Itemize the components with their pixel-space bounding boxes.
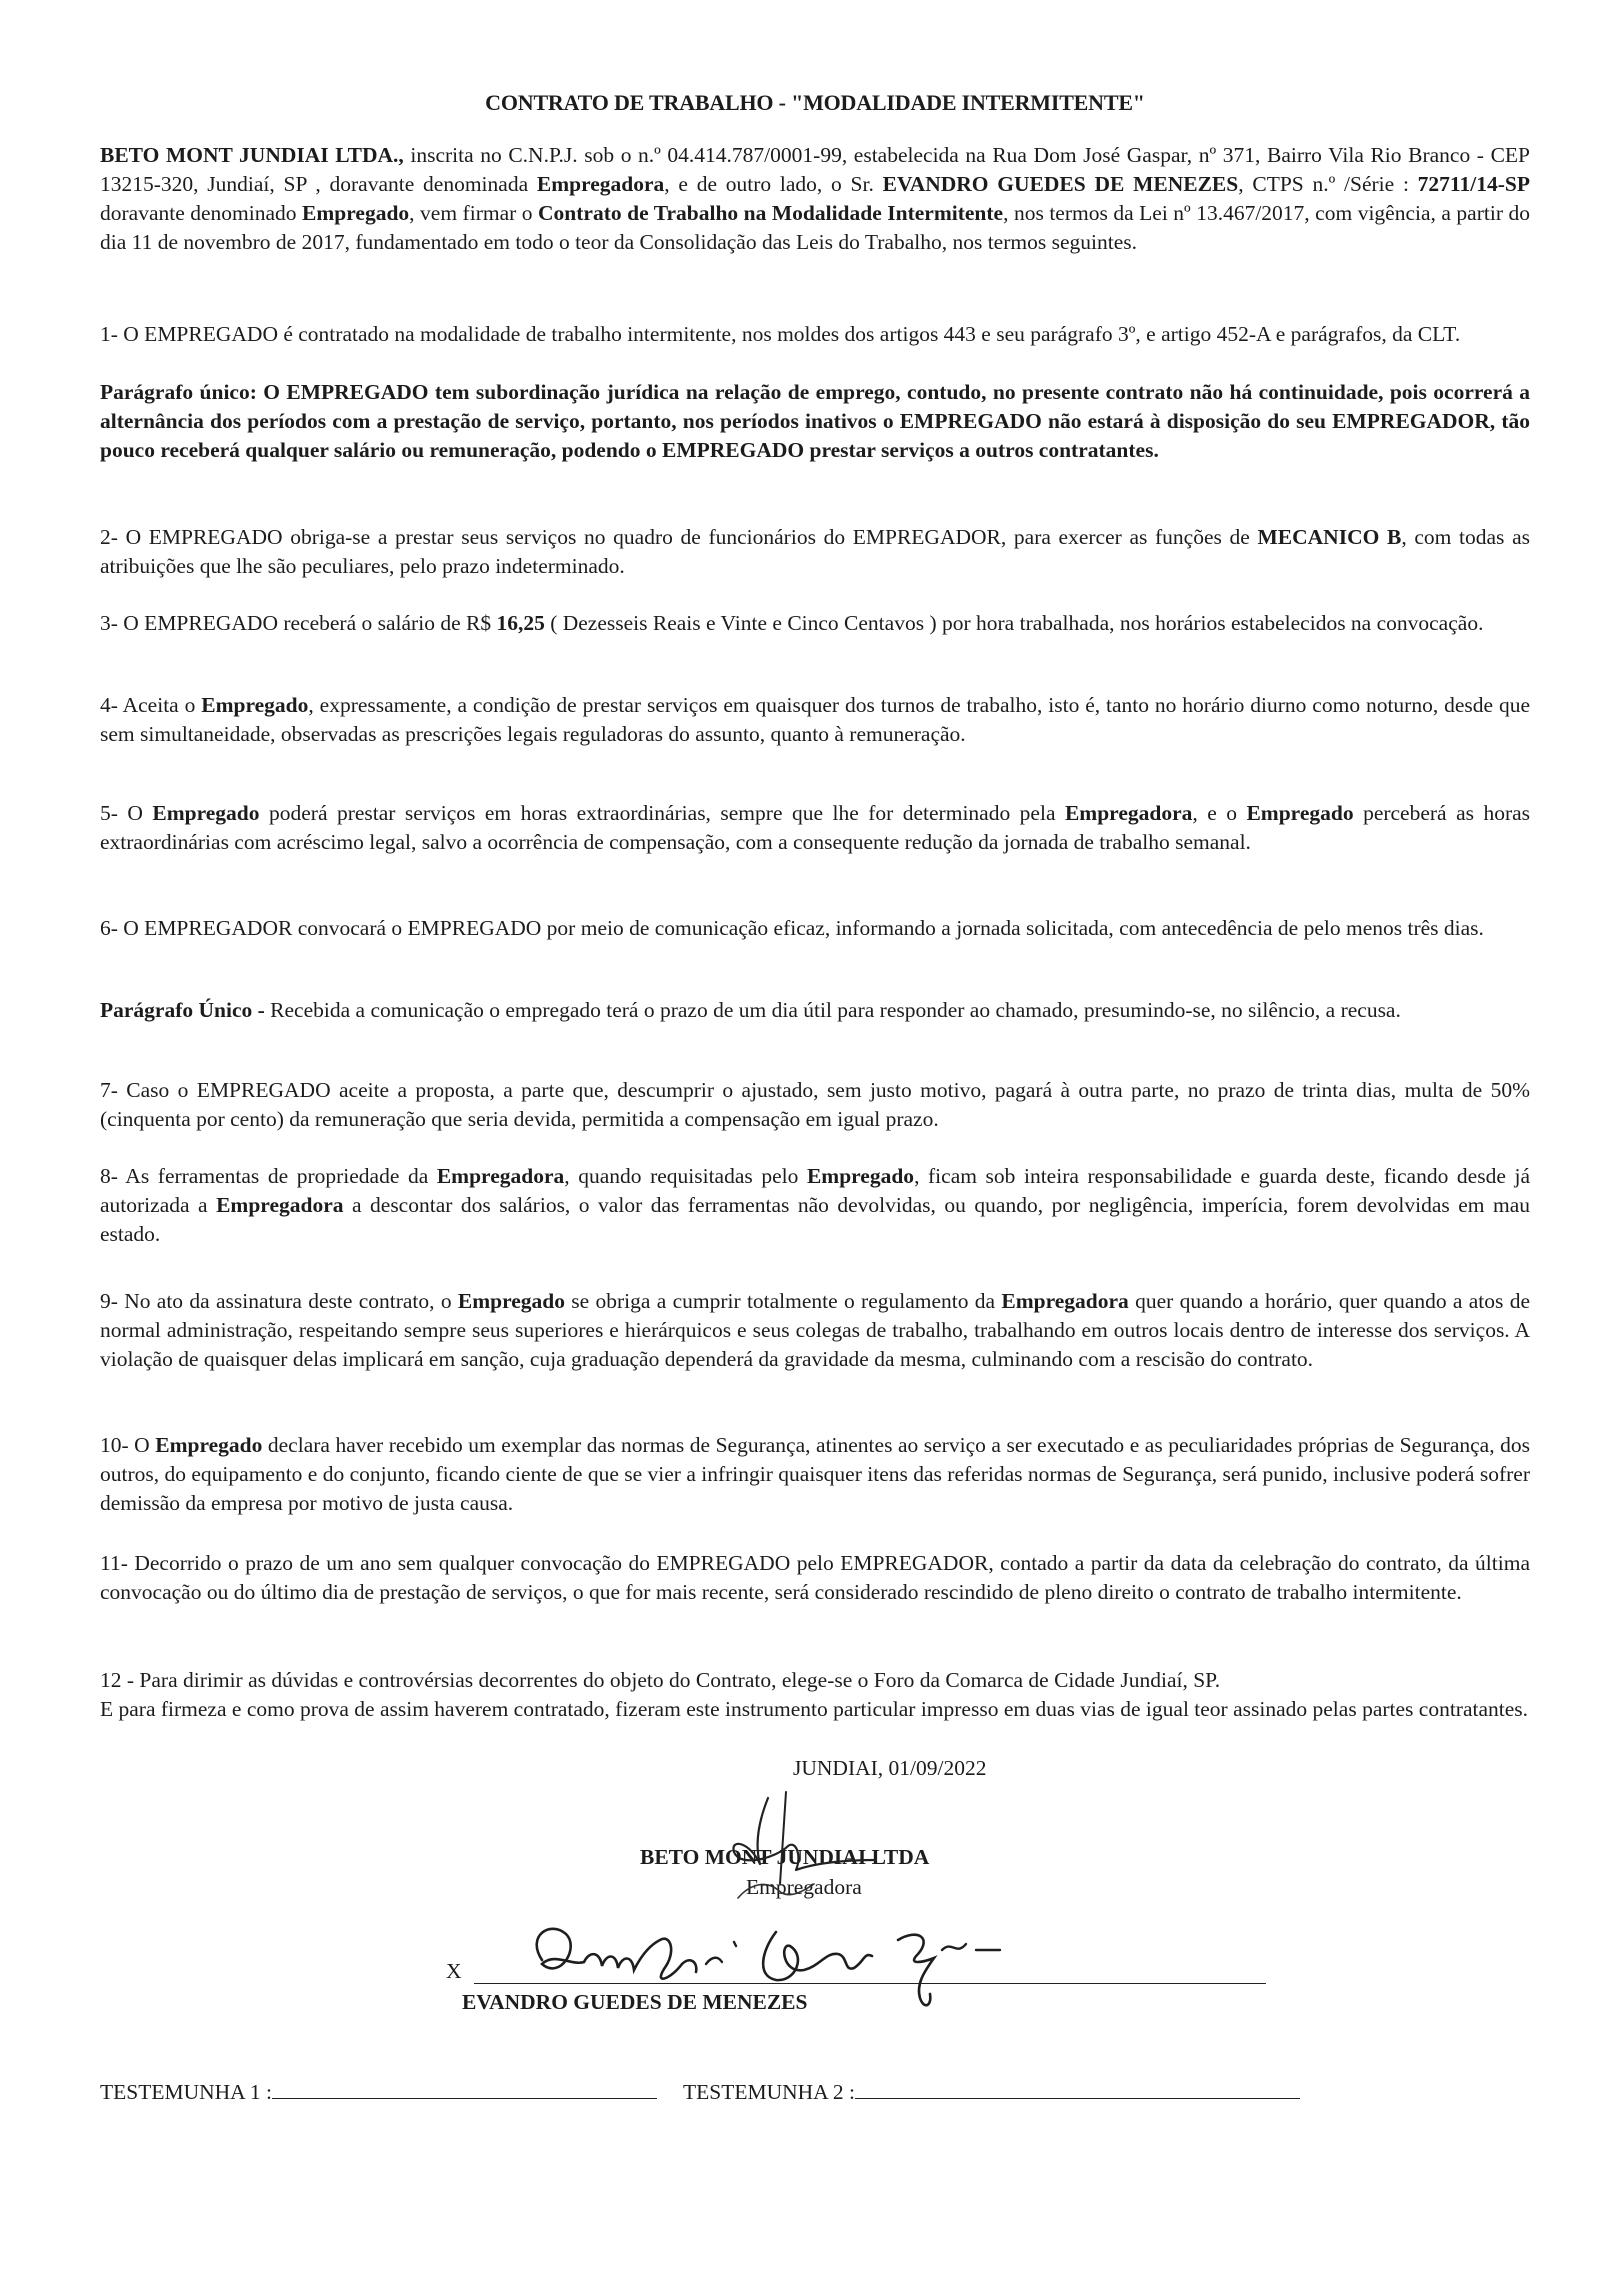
clause-11: 11- Decorrido o prazo de um ano sem qualquer convocação do EMPREGADO pelo EMPREGADOR, contado a partir da data da celebração do contrato, da última convocação ou do último dia de prestação de serviços, o que for mais recente, será considerado rescindido de pleno direito o contrato de trabalho intermitente.: [100, 1551, 1530, 1604]
employee-handwritten-signature: [520, 1910, 1040, 2020]
clause-1: 1- O EMPREGADO é contratado na modalidade de trabalho intermitente, nos moldes dos artigos 443 e seu parágrafo 3º, e artigo 452-A e parágrafos, da CLT.: [100, 322, 1461, 346]
clause-8: 8- As ferramentas de propriedade da Empregadora, quando requisitadas pelo Empregado, ficam sob inteira responsabilidade e guarda deste, ficando desde já autorizada a Empregadora a descontar dos salários, o valor das ferramentas não devolvidas, ou quando, por negligência, imperícia, forem devolvidas em mau estado.: [100, 1164, 1530, 1246]
ctps-number: 72711/14-SP: [1417, 172, 1530, 196]
intro-paragraph: BETO MONT JUNDIAI LTDA., inscrita no C.N.P.J. sob o n.º 04.414.787/0001-99, estabelecida na Rua Dom José Gaspar, nº 371, Bairro Vila Rio Branco - CEP 13215-320, Jundiaí, SP , doravante denominada Empregadora, e de outro lado, o Sr. EVANDRO GUEDES DE MENEZES, CTPS n.º /Série : 72711/14-SP doravante denominado Empregado, vem firmar o Contrato de Trabalho na Modalidade Intermitente, nos termos da Lei nº 13.467/2017, com vigência, a partir do dia 11 de novembro de 2017, fundamentado em todo o teor da Consolidação das Leis do Trabalho, nos termos seguintes.: [100, 143, 1530, 254]
witness-2-line: [855, 2082, 1300, 2099]
signing-date: JUNDIAI, 01/09/2022: [793, 1756, 987, 1780]
contract-title: CONTRATO DE TRABALHO - "MODALIDADE INTERMITENTE": [485, 90, 1145, 115]
employer-handwritten-signature: [690, 1780, 900, 1910]
clause-12: 12 - Para dirimir as dúvidas e controvérsias decorrentes do objeto do Contrato, elege-se o Foro da Comarca de Cidade Jundiaí, SP.: [100, 1668, 1221, 1692]
closing-statement: E para firmeza e como prova de assim haverem contratado, fizeram este instrumento particular impresso em duas vias de igual teor assinado pelas partes contratantes.: [100, 1697, 1529, 1721]
clause-6: 6- O EMPREGADOR convocará o EMPREGADO por meio de comunicação eficaz, informando a jornada solicitada, com antecedência de pelo menos três dias.: [100, 916, 1484, 940]
witness-2: TESTEMUNHA 2 :: [683, 2078, 1300, 2107]
employer-signature-name: BETO MONT JUNDIAI LTDA: [640, 1845, 930, 1869]
clause-1-paragraph: Parágrafo único: O EMPREGADO tem subordinação jurídica na relação de emprego, contudo, no presente contrato não há continuidade, pois ocorrerá a alternância dos períodos com a prestação de serviço, portanto, nos períodos inativos o EMPREGADO não estará à disposição do seu EMPREGADOR, tão pouco receberá qualquer salário ou remuneração, podendo o EMPREGADO prestar serviços a outros contratantes.: [100, 380, 1531, 462]
clause-2: 2- O EMPREGADO obriga-se a prestar seus serviços no quadro de funcionários do EMPREGADOR, para exercer as funções de MECANICO B, com todas as atribuições que lhe são peculiares, pelo prazo indeterminado.: [100, 525, 1530, 578]
employee-signature-name: EVANDRO GUEDES DE MENEZES: [462, 1990, 808, 2014]
clause-10: 10- O Empregado declara haver recebido um exemplar das normas de Segurança, atinentes ao serviço a ser executado e as peculiaridades próprias de Segurança, dos outros, do equipamento e do conjunto, ficando ciente de que se vier a infringir quaisquer itens das referidas normas de Segurança, será punido, inclusive poderá sofrer demissão da empresa por motivo de justa causa.: [100, 1433, 1530, 1515]
employee-name-intro: EVANDRO GUEDES DE MENEZES: [882, 172, 1239, 196]
clause-6-paragraph: Parágrafo Único - Recebida a comunicação o empregado terá o prazo de um dia útil para responder ao chamado, presumindo-se, no silêncio, a recusa.: [100, 998, 1401, 1022]
hourly-wage: 16,25: [496, 611, 545, 635]
witness-1-line: [272, 2082, 657, 2099]
clause-4: 4- Aceita o Empregado, expressamente, a condição de prestar serviços em quaisquer dos turnos de trabalho, isto é, tanto no horário diurno como noturno, desde que sem simultaneidade, observadas as prescrições legais reguladoras do assunto, quanto à remuneração.: [100, 693, 1531, 746]
witness-1: TESTEMUNHA 1 :: [100, 2078, 657, 2107]
company-name: BETO MONT JUNDIAI LTDA.,: [100, 143, 404, 167]
clause-9: 9- No ato da assinatura deste contrato, o Empregado se obriga a cumprir totalmente o regulamento da Empregadora quer quando a horário, quer quando a atos de normal administração, respeitando sempre seus superiores e hierárquicos e seus colegas de trabalho, trabalhando em outros locais dentro de interesse dos serviços. A violação de quaisquer delas implicará em sanção, cuja graduação dependerá da gravidade da mesma, culminando com a rescisão do contrato.: [100, 1289, 1530, 1371]
job-title: MECANICO B: [1257, 525, 1402, 549]
clause-3: 3- O EMPREGADO receberá o salário de R$ 16,25 ( Dezesseis Reais e Vinte e Cinco Centavos ) por hora trabalhada, nos horários estabelecidos na convocação.: [100, 611, 1484, 635]
clause-7: 7- Caso o EMPREGADO aceite a proposta, a parte que, descumprir o ajustado, sem justo motivo, pagará à outra parte, no prazo de trinta dias, multa de 50% (cinquenta por cento) da remuneração que seria devida, permitida a compensação em igual prazo.: [100, 1078, 1530, 1131]
employer-signature-role: Empregadora: [746, 1875, 862, 1899]
signature-x-mark: X: [446, 1959, 462, 1983]
clause-5: 5- O Empregado poderá prestar serviços em horas extraordinárias, sempre que lhe for determinado pela Empregadora, e o Empregado perceberá as horas extraordinárias com acréscimo legal, salvo a ocorrência de compensação, com a consequente redução da jornada de trabalho semanal.: [100, 801, 1531, 854]
